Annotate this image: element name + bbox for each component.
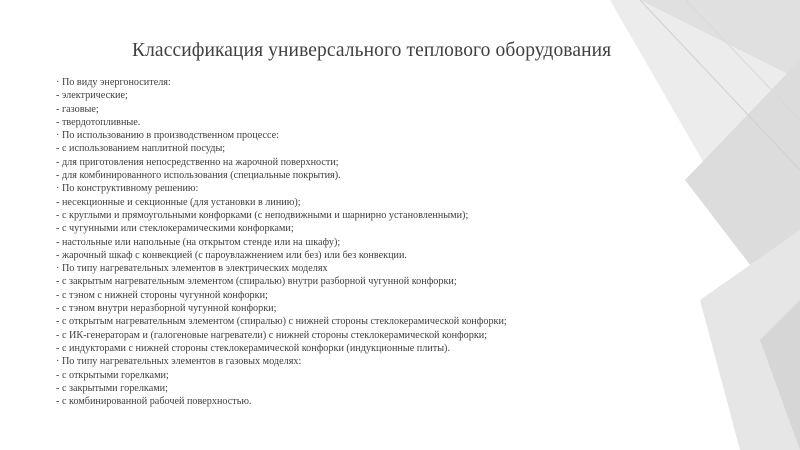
list-item: - жарочный шкаф с конвекцией (с пароувлажнением или без) или без конвекции. <box>56 249 407 261</box>
list-item: - электрические; <box>56 90 128 102</box>
list-item: - несекционные и секционные (для установки в линию); <box>56 196 301 208</box>
list-item: - газовые; <box>56 103 99 115</box>
list-item: - с тэном внутри неразборной чугунной конфорки; <box>56 303 277 315</box>
list-item: · По виду энергоносителя: <box>56 77 171 88</box>
list-item: - с комбинированной рабочей поверхностью. <box>56 396 252 408</box>
classification-list <box>56 76 596 408</box>
list-item: - твердотопливные. <box>56 116 141 128</box>
list-item: - для приготовления непосредственно на жарочной поверхности; <box>56 156 339 168</box>
list-item: - с ИК-генераторам и (галогеновые нагреватели) с нижней стороны стеклокерамической конфорки; <box>56 329 488 341</box>
list-item: - с закрытыми горелками; <box>56 382 168 394</box>
list-item: - с закрытым нагревательным элементом (спиралью) внутри разборной чугунной конфорки; <box>56 276 457 288</box>
list-item: - с тэном с нижней стороны чугунной конфорки; <box>56 289 268 301</box>
list-item: · По конструктивному решению: <box>56 183 199 195</box>
list-item: - с круглыми и прямоугольными конфорками (с неподвижными и шарнирно установленными); <box>56 209 469 221</box>
list-item: - для комбинированного использования (специальные покрытия). <box>56 170 341 182</box>
list-item: - с чугунными или стеклокерамическими конфорками; <box>56 223 294 235</box>
list-item: - настольные или напольные (на открытом стенде или на шкафу); <box>56 236 341 248</box>
slide-title: Классификация универсального теплового оборудования <box>132 40 612 61</box>
list-item: - с открытым нагревательным элементом (спиралью) с нижней стороны стеклокерамической конфорки; <box>56 316 507 328</box>
list-item: - с индукторами с нижней стороны стеклокерамической конфорки (индукционные плиты). <box>56 342 450 354</box>
list-item: · По типу нагревательных элементов в электрических моделях <box>56 263 328 275</box>
list-item: - с использованием наплитной посуды; <box>56 143 226 155</box>
list-item: · По использованию в производственном процессе: <box>56 130 279 142</box>
list-item: · По типу нагревательных элементов в газовых моделях: <box>56 356 302 368</box>
list-item: - с открытыми горелками; <box>56 369 169 381</box>
